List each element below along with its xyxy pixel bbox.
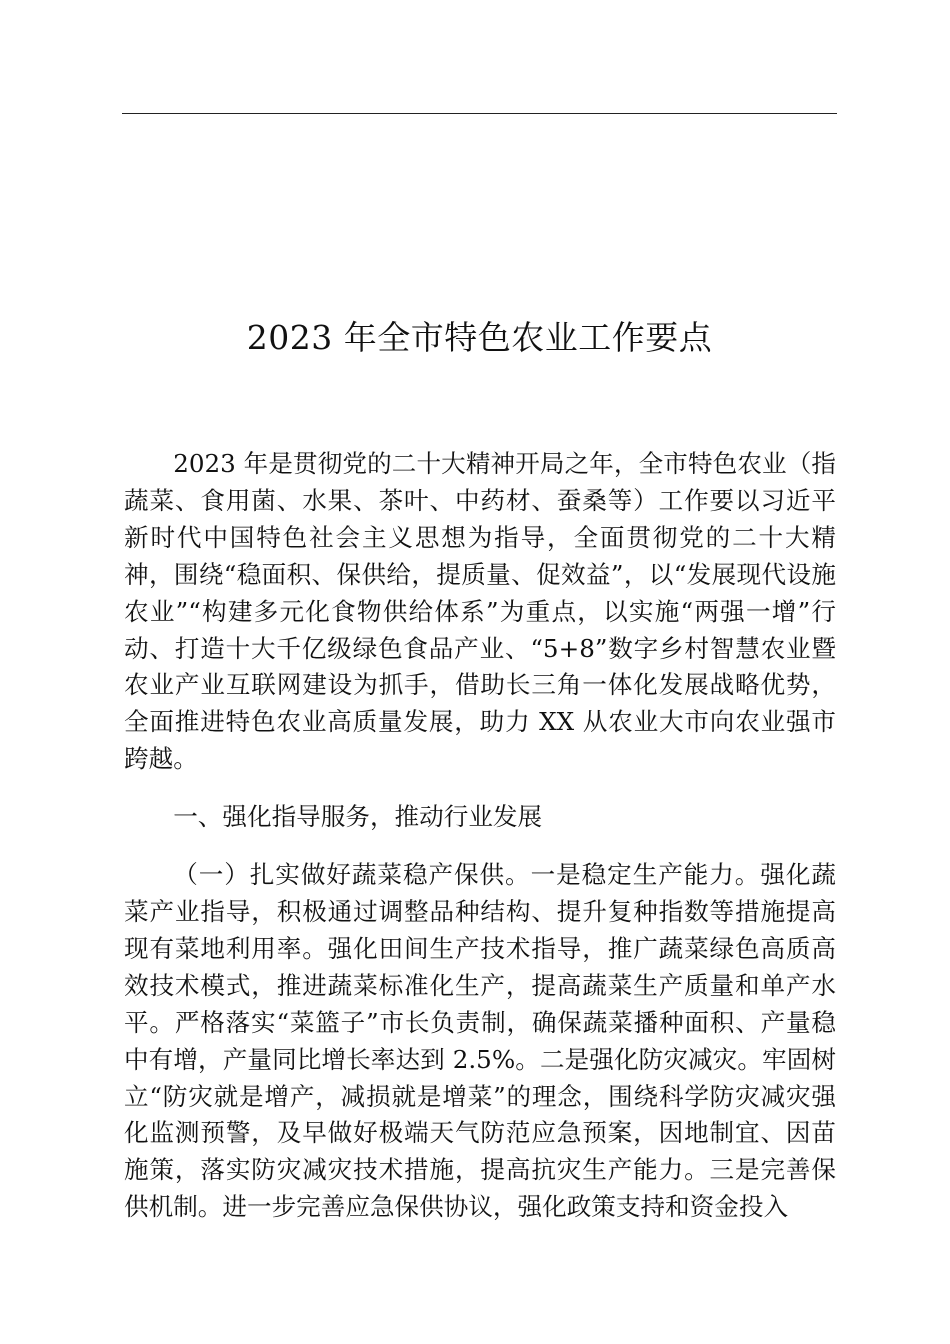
document-body xyxy=(124,446,836,1226)
body-paragraph: （一）扎实做好蔬菜稳产保供。一是稳定生产能力。强化蔬菜产业指导，积极通过调整品种结构、提升复种指数等措施提高现有菜地利用率。强化田间生产技术指导，推广蔬菜绿色高质高效技术模式，推进蔬菜标准化生产，提高蔬菜生产质量和单产水平。严格落实“菜篮子”市长负责制，确保蔬菜播种面积、产量稳中有增，产量同比增长率达到 2.5%。二是强化防灾减灾。牢固树立“防灾就是增产，减损就是增菜”的理念，围绕科学防灾减灾强化监测预警，及早做好极端天气防范应急预案，因地制宜、因苗施策，落实防灾减灾技术措施，提高抗灾生产能力。三是完善保供机制。进一步完善应急保供协议，强化政策支持和资金投入 xyxy=(124,860,836,1222)
header-rule xyxy=(122,113,837,114)
intro-paragraph: 2023 年是贯彻党的二十大精神开局之年，全市特色农业（指蔬菜、食用菌、水果、茶叶、中药材、蚕桑等）工作要以习近平新时代中国特色社会主义思想为指导，全面贯彻党的二十大精神，围绕“稳面积、保供给，提质量、促效益”，以“发展现代设施农业”“构建多元化食物供给体系”为重点，以实施“两强一增”行动、打造十大千亿级绿色食品产业、“5+8”数字乡村智慧农业暨农业产业互联网建设为抓手，借助长三角一体化发展战略优势，全面推进特色农业高质量发展，助力 XX 从农业大市向农业强市跨越。 xyxy=(124,449,836,774)
document-title: 2023 年全市特色农业工作要点 xyxy=(246,318,713,357)
section-heading: 一、强化指导服务，推动行业发展 xyxy=(173,802,543,832)
